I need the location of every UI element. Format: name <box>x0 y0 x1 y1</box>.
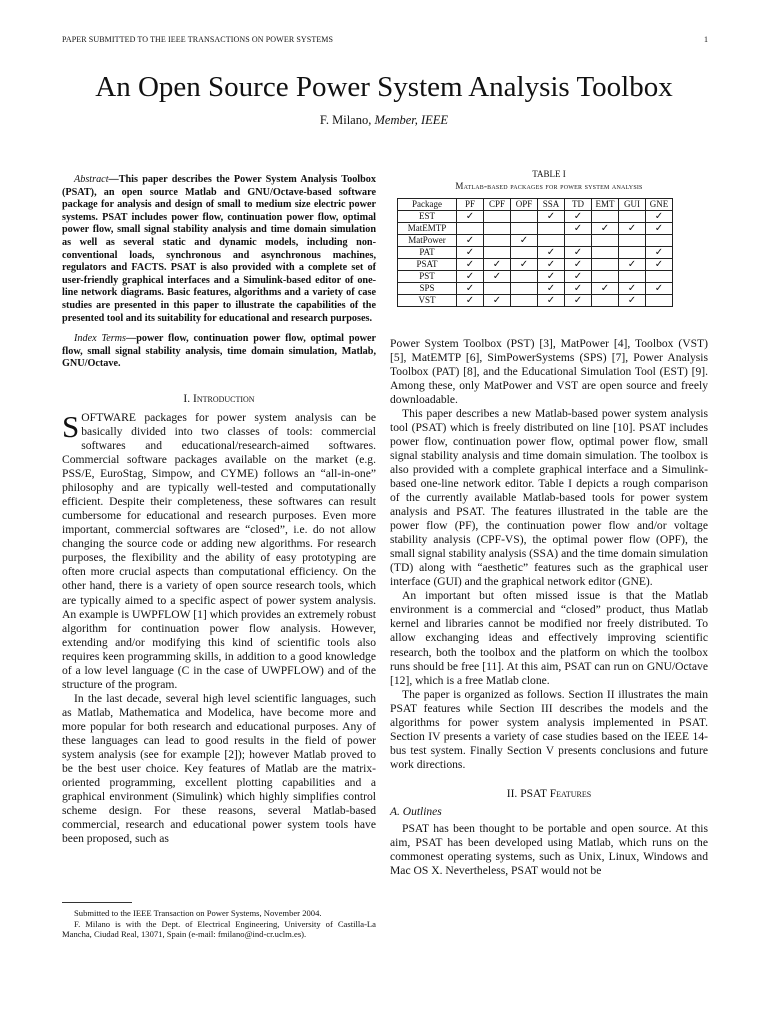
abstract <box>62 174 376 325</box>
table-check-cell <box>457 234 484 246</box>
table-package-name: PAT <box>398 246 457 258</box>
author-line <box>0 113 768 128</box>
section-heading-features <box>390 788 708 800</box>
table-package-name: VST <box>398 294 457 306</box>
checkmark-icon: ✓ <box>654 210 664 222</box>
index-terms-text: —power flow, continuation power flow, optimal power flow, small signal stability analysis, time domain simulation, Matlab, GNU/Octave. <box>62 333 376 370</box>
checkmark-icon: ✓ <box>465 246 475 258</box>
checkmark-icon: ✓ <box>492 270 502 282</box>
table-check-cell <box>538 270 565 282</box>
table-check-cell <box>538 294 565 306</box>
table-caption <box>390 180 708 192</box>
checkmark-icon: ✓ <box>600 222 610 234</box>
table-row <box>398 258 673 270</box>
table-empty-cell <box>511 246 538 258</box>
checkmark-icon: ✓ <box>465 270 475 282</box>
table-empty-cell <box>592 246 619 258</box>
table-check-cell <box>565 222 592 234</box>
checkmark-icon: ✓ <box>654 222 664 234</box>
table-empty-cell <box>619 246 646 258</box>
checkmark-icon: ✓ <box>519 258 529 270</box>
table-empty-cell <box>619 270 646 282</box>
intro-p1-text: OFTWARE packages for power system analysis can be basically divided into two classes of tools: commercial softwares and educational/research-aimed softwares. Commercial software packages available on the market (e.g. PSS/E, EuroStag, Simpow, and CYME) follows an “all-in-one” philosophy and are typically well-tested and computationally efficient. Despite their completeness, these softwares can result cumbersome for educational and research purposes. Even more important, commercial softwares are “closed”, i.e. do not allow changing the source code or adding new algorithms. For research purposes, the flexibility and the ability of easy prototyping are often more crucial aspects than computational efficiency. On the other hand, there is a variety of open source research tools, which are typically aimed to a specific aspect of power system analysis. An example is UWPFLOW [1] which provides an extremely robust algorithm for continuation power flow analysis. However, extending and/or modifying this kind of scientific tools also requires keen programming skills, in addition to a good knowledge of a low level language (C in the case of UWPFLOW) and of the structure of the program. <box>62 410 376 691</box>
table-check-cell <box>592 282 619 294</box>
section-number: I. <box>183 392 191 405</box>
author-role: Member, IEEE <box>374 113 449 127</box>
table-package-name: PSAT <box>398 258 457 270</box>
checkmark-icon: ✓ <box>546 270 556 282</box>
table-header-cell: CPF <box>484 199 511 211</box>
table-empty-cell <box>592 258 619 270</box>
right-text <box>390 337 708 879</box>
table-empty-cell <box>484 210 511 222</box>
checkmark-icon: ✓ <box>573 294 583 306</box>
table-empty-cell <box>646 234 673 246</box>
table-package-name: MatEMTP <box>398 222 457 234</box>
table-check-cell <box>565 270 592 282</box>
checkmark-icon: ✓ <box>519 234 529 246</box>
running-head: PAPER SUBMITTED TO THE IEEE TRANSACTIONS ON POWER SYSTEMS <box>62 35 334 44</box>
checkmark-icon: ✓ <box>627 222 637 234</box>
checkmark-icon: ✓ <box>546 246 556 258</box>
checkmark-icon: ✓ <box>465 282 475 294</box>
checkmark-icon: ✓ <box>492 294 502 306</box>
right-paragraph-1: Power System Toolbox (PST) [3], MatPower [4], Toolbox (VST) [5], MatEMTP [6], SimPowerSystems (SPS) [7], Power Analysis Toolbox (PAT) [8], and the Educational Simulation Tool (EST) [9]. Among these, only MatPower and VST are open source and freely downloadable. <box>390 336 708 406</box>
table-empty-cell <box>592 294 619 306</box>
checkmark-icon: ✓ <box>600 282 610 294</box>
table-empty-cell <box>646 294 673 306</box>
table-header-cell: GUI <box>619 199 646 211</box>
subsection-heading: A. Outlines <box>390 805 442 818</box>
features-paragraph-1: PSAT has been thought to be portable and open source. At this aim, PSAT has been developed using Matlab, which runs on the commonest operating systems, such as Unix, Linux, Windows and Mac OS X. Nevertheless, PSAT would not be <box>390 821 708 878</box>
abstract-label: Abstract <box>74 174 109 185</box>
table-check-cell <box>457 210 484 222</box>
table-empty-cell <box>619 234 646 246</box>
table-header-cell: Package <box>398 199 457 211</box>
right-paragraph-3: An important but often missed issue is that the Matlab environment is a commercial and “closed” product, thus Matlab kernel and libraries cannot be modified nor freely distributed. To allow exchanging ideas and effectively improving scientific research, both the toolbox and the platform on which the toolbox runs should be free [11]. At this aim, PSAT can run on GNU/Octave [12], which is a free Matlab clone. <box>390 589 708 687</box>
index-terms-label: Index Terms <box>74 333 127 345</box>
table-row <box>398 234 673 246</box>
table-empty-cell <box>511 210 538 222</box>
table-row <box>398 270 673 282</box>
checkmark-icon: ✓ <box>465 234 475 246</box>
table-check-cell <box>646 246 673 258</box>
right-paragraph-2: This paper describes a new Matlab-based power system analysis tool (PSAT) which is freely distributed on line [10]. PSAT includes power flow, continuation power flow, optimal power flow, small signal stability analysis and time domain simulation. The toolbox is also provided with a complete graphical interface and a Simulink-based one-line network editor. Table I depicts a rough comparison of the currently available Matlab-based tools for power system analysis and PSAT. The features illustrated in the table are the power flow (PF), the continuation power flow and/or voltage stability analysis (CPF-VS), the optimal power flow (OPF), the small signal stability analysis (SSA) and the time domain simulation (TD) along with “aesthetic” features such as the graphical user interface (GUI) and the graphical network editor (GNE). <box>390 406 708 589</box>
table-check-cell <box>646 282 673 294</box>
table-check-cell <box>484 258 511 270</box>
table-check-cell <box>538 210 565 222</box>
footnote-rule <box>62 902 132 903</box>
table-empty-cell <box>511 294 538 306</box>
table-header-cell: OPF <box>511 199 538 211</box>
table-row <box>398 222 673 234</box>
intro-paragraph-2: In the last decade, several high level scientific languages, such as Matlab, Mathematica and Modelica, have become more and more popular for both research and educational purposes. Any of these languages can lead to good results in the field of power system analysis (see for example [2]); however Matlab proved to be the best user choice. Key features of Matlab are the matrix-oriented programming, excellent plotting capabilities and a graphical environment (Simulink) which highly simplifies control scheme design. For these reasons, several Matlab-based commercial, research and educational power system tools have been proposed, such as <box>62 691 376 846</box>
table-check-cell <box>457 246 484 258</box>
table-check-cell <box>484 270 511 282</box>
table-check-cell <box>619 282 646 294</box>
table-check-cell <box>457 270 484 282</box>
table-package-name: MatPower <box>398 234 457 246</box>
checkmark-icon: ✓ <box>546 294 556 306</box>
table-row <box>398 210 673 222</box>
table-header-cell: GNE <box>646 199 673 211</box>
table-check-cell <box>457 282 484 294</box>
table-check-cell <box>511 258 538 270</box>
table-check-cell <box>565 246 592 258</box>
table-check-cell <box>511 234 538 246</box>
packages-table <box>397 198 673 307</box>
table-empty-cell <box>619 210 646 222</box>
footnote-line-1: Submitted to the IEEE Transaction on Power Systems, November 2004. <box>74 908 322 918</box>
left-column <box>62 174 376 846</box>
checkmark-icon: ✓ <box>492 258 502 270</box>
section-title: Introduction <box>192 392 255 405</box>
section-number: II. <box>506 787 518 800</box>
table-check-cell <box>619 222 646 234</box>
table-check-cell <box>538 246 565 258</box>
table-empty-cell <box>592 270 619 282</box>
table-empty-cell <box>646 270 673 282</box>
table-header-cell: PF <box>457 199 484 211</box>
table-row <box>398 294 673 306</box>
table-check-cell <box>646 258 673 270</box>
table-package-name: EST <box>398 210 457 222</box>
table-empty-cell <box>511 270 538 282</box>
table-row <box>398 246 673 258</box>
table-empty-cell <box>484 282 511 294</box>
table-check-cell <box>565 258 592 270</box>
checkmark-icon: ✓ <box>465 258 475 270</box>
checkmark-icon: ✓ <box>465 210 475 222</box>
page-number: 1 <box>704 35 708 44</box>
footnote <box>62 908 376 940</box>
checkmark-icon: ✓ <box>654 282 664 294</box>
table-empty-cell <box>592 210 619 222</box>
table-empty-cell <box>484 222 511 234</box>
table-empty-cell <box>592 234 619 246</box>
table-check-cell <box>592 222 619 234</box>
author-name: F. Milano, <box>319 113 372 127</box>
table-header-cell: SSA <box>538 199 565 211</box>
right-column <box>390 168 708 878</box>
drop-cap: S <box>62 408 80 444</box>
checkmark-icon: ✓ <box>627 258 637 270</box>
table-body <box>398 210 673 306</box>
section-title: PSAT Features <box>520 787 592 800</box>
table-header-row <box>398 199 673 211</box>
table-check-cell <box>538 282 565 294</box>
table-check-cell <box>619 294 646 306</box>
table-row <box>398 282 673 294</box>
intro-paragraph-1 <box>62 408 376 692</box>
table-number: TABLE I <box>532 169 566 179</box>
table-check-cell <box>619 258 646 270</box>
table-empty-cell <box>511 222 538 234</box>
table-package-name: SPS <box>398 282 457 294</box>
right-paragraph-4: The paper is organized as follows. Section II illustrates the main PSAT features while Section III describes the models and the algorithms for power system analysis implemented in PSAT. Section IV presents a variety of case studies based on the IEEE 14-bus test system. Finally Section V presents conclusions and future work directions. <box>390 687 708 771</box>
table-check-cell <box>457 258 484 270</box>
checkmark-icon: ✓ <box>654 258 664 270</box>
table-check-cell <box>565 282 592 294</box>
table-empty-cell <box>457 222 484 234</box>
table-check-cell <box>565 294 592 306</box>
paper-title: An Open Source Power System Analysis Toolbox <box>95 71 673 103</box>
checkmark-icon: ✓ <box>573 210 583 222</box>
table-empty-cell <box>538 234 565 246</box>
table-header-cell: EMT <box>592 199 619 211</box>
checkmark-icon: ✓ <box>465 294 475 306</box>
checkmark-icon: ✓ <box>573 246 583 258</box>
table-empty-cell <box>565 234 592 246</box>
table-package-name: PST <box>398 270 457 282</box>
checkmark-icon: ✓ <box>573 270 583 282</box>
checkmark-icon: ✓ <box>627 282 637 294</box>
checkmark-icon: ✓ <box>654 246 664 258</box>
checkmark-icon: ✓ <box>546 258 556 270</box>
table-caption-text: Matlab-based packages for power system analysis <box>455 181 643 191</box>
table-check-cell <box>565 210 592 222</box>
checkmark-icon: ✓ <box>573 282 583 294</box>
checkmark-icon: ✓ <box>627 294 637 306</box>
table-empty-cell <box>538 222 565 234</box>
index-terms <box>62 333 376 371</box>
table-check-cell <box>484 294 511 306</box>
table-empty-cell <box>484 234 511 246</box>
checkmark-icon: ✓ <box>546 282 556 294</box>
section-heading-introduction <box>62 393 376 405</box>
checkmark-icon: ✓ <box>546 210 556 222</box>
table-check-cell <box>646 222 673 234</box>
table-header-cell: TD <box>565 199 592 211</box>
abstract-text: —This paper describes the Power System Analysis Toolbox (PSAT), an open source Matlab and GNU/Octave-based software package for analysis and design of small to medium size electric power systems. PSAT includes power flow, continuation power flow, optimal power flow, small signal stability analysis and time domain simulation as well as several static and dynamic models, including non-conventional loads, synchronous and asynchronous machines, regulators and FACTS. PSAT is also provided with a complete set of user-friendly graphical interfaces and a Simulink-based editor of one-line network diagrams. Basic features, algorithms and a variety of case studies are presented in this paper to illustrate the capabilities of the presented tool and its suitability for educational and research purposes. <box>62 174 376 324</box>
footnote-line-2: F. Milano is with the Dept. of Electrical Engineering, University of Castilla-La Mancha, Ciudad Real, 13071, Spain (e-mail: fmilano@ind-cr.uclm.es). <box>62 918 376 940</box>
checkmark-icon: ✓ <box>573 258 583 270</box>
table-check-cell <box>646 210 673 222</box>
table-check-cell <box>538 258 565 270</box>
table-empty-cell <box>484 246 511 258</box>
table-check-cell <box>457 294 484 306</box>
checkmark-icon: ✓ <box>573 222 583 234</box>
table-empty-cell <box>511 282 538 294</box>
